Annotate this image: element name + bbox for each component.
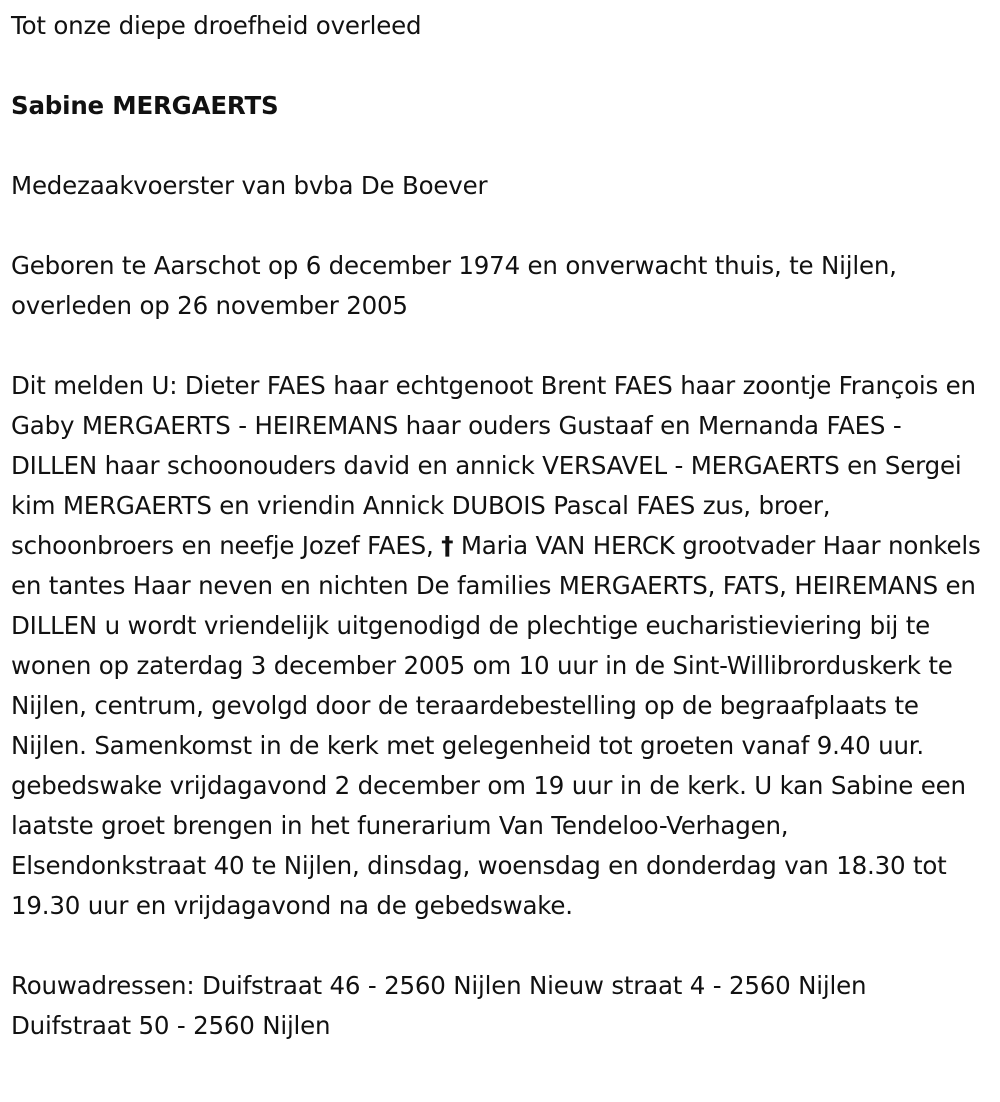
announcement-text [11,366,990,926]
intro-line: Tot onze diepe droefheid overleed [11,11,422,40]
role-line: Medezaakvoerster van bvba De Boever [11,171,488,200]
deceased-name: Sabine MERGAERTS [11,91,279,120]
birth-death-line: Geboren te Aarschot op 6 december 1974 en onverwacht thuis, te Nijlen, overleden op 26 november 2005 [11,251,897,320]
cross-icon: † [441,531,454,560]
mourning-addresses: Rouwadressen: Duifstraat 46 - 2560 Nijlen Nieuw straat 4 - 2560 Nijlen Duifstraat 50 - 2560 Nijlen [11,971,867,1040]
announcement-part-2: Maria VAN HERCK grootvader Haar nonkels en tantes Haar neven en nichten De families MERGAERTS, FATS, HEIREMANS en DILLEN u wordt vriendelijk uitgenodigd de plechtige eucharistieviering bij te wonen op zaterdag 3 december 2005 om 10 uur in de Sint-Willibrorduskerk te Nijlen, centrum, gevolgd door de teraardebestelling op de begraafplaats te Nijlen. Samenkomst in de kerk met gelegenheid tot groeten vanaf 9.40 uur. gebedswake vrijdagavond 2 december om 19 uur in de kerk. U kan Sabine een laatste groet brengen in het funerarium Van Tendeloo-Verhagen, Elsendonkstraat 40 te Nijlen, dinsdag, woensdag en donderdag van 18.30 tot 19.30 uur en vrijdagavond na de gebedswake. [11,531,981,920]
announcement-part-1: Dit melden U: Dieter FAES haar echtgenoot Brent FAES haar zoontje François en Gaby MERGAERTS - HEIREMANS haar ouders Gustaaf en Mernanda FAES - DILLEN haar schoonouders david en annick VERSAVEL - MERGAERTS en Sergei kim MERGAERTS en vriendin Annick DUBOIS Pascal FAES zus, broer, schoonbroers en neefje Jozef FAES, [11,371,976,560]
